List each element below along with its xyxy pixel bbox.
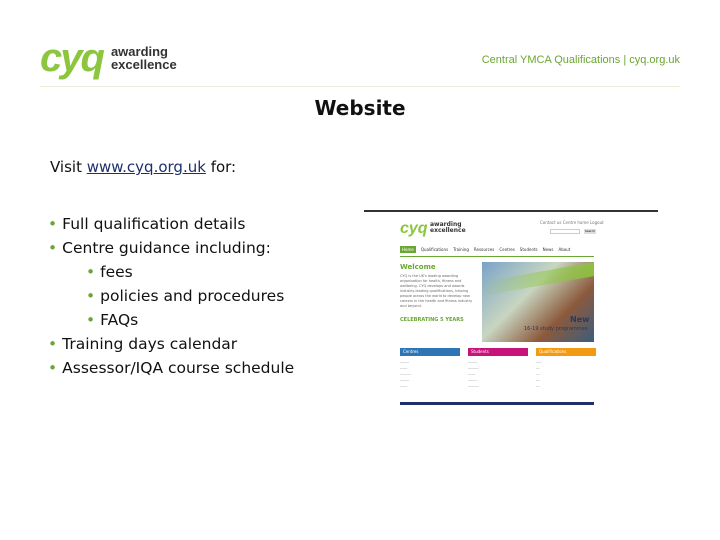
info-bullet-list [48, 212, 294, 380]
sub-bullet-item [48, 260, 294, 284]
thumb-nav [400, 245, 570, 254]
bullet-dot: • [48, 359, 58, 377]
bullet-text: FAQs [100, 311, 139, 329]
thumb-search-input [550, 229, 580, 234]
sub-bullet-item [48, 284, 294, 308]
thumb-nav-item: Home [402, 247, 414, 252]
bullet-dot: • [48, 239, 58, 257]
thumb-tagline-line1: awarding [430, 221, 462, 228]
thumb-qualifications-header: Qualifications [536, 348, 596, 356]
bullet-text: policies and procedures [100, 287, 285, 305]
thumb-nav-item: Centres [499, 247, 515, 252]
bullet-item [48, 356, 294, 380]
thumb-welcome-text: CYQ is the UK's leading awarding organisation for health, fitness and wellbeing. CYQ develops and awards industry-leading qualifications, helping people across the world to develop new careers in the health and fitness industry and beyond. [400, 274, 473, 308]
logo-tagline-line1: awarding [110, 44, 169, 59]
bullet-dot: • [48, 335, 58, 353]
thumb-qualifications-links: ─── ── ── ── ── [536, 361, 542, 389]
thumb-nav-item: Students [519, 247, 538, 252]
thumb-new-label: New [570, 315, 590, 324]
bullet-text: Full qualification details [62, 215, 246, 233]
thumb-logo: cyq [400, 220, 428, 237]
thumb-nav-divider [400, 256, 594, 257]
thumb-nav-item: About [558, 247, 571, 252]
thumb-centres-header: Centres [400, 348, 460, 356]
header-divider [40, 86, 680, 87]
sub-bullet-item [48, 308, 294, 332]
bullet-text: fees [100, 263, 133, 281]
thumb-study-label: 16-19 study programmes [524, 326, 588, 332]
thumb-nav-item: Qualifications [420, 247, 449, 252]
thumb-top-links: Contact us Centre home Logout [540, 220, 604, 225]
visit-suffix: for: [205, 158, 237, 176]
thumb-students-links: ───── ────── ──── ───── ────── [468, 361, 479, 389]
bullet-dot: • [86, 311, 96, 329]
website-link[interactable]: www.cyq.org.uk [86, 158, 206, 176]
thumb-logo-tagline [430, 222, 466, 234]
thumb-nav-item: News [542, 247, 554, 252]
cyq-logo [40, 36, 177, 80]
thumb-students-header: Students [468, 348, 528, 356]
bullet-dot: • [86, 287, 96, 305]
visit-prefix: Visit [50, 158, 87, 176]
bullet-item [48, 212, 294, 236]
logo-tagline [111, 45, 177, 71]
thumb-nav-item: Resources [473, 247, 495, 252]
bullet-text: Centre guidance including: [62, 239, 271, 257]
thumb-celebrating-banner: CELEBRATING 5 YEARS [400, 317, 464, 323]
visit-line [50, 158, 236, 176]
thumb-nav-item: Training [453, 247, 469, 252]
thumb-centres-links: ───── ──── ────── ───── ──── [400, 361, 411, 389]
header-site-name: Central YMCA Qualifications | cyq.org.uk [481, 54, 680, 66]
logo-mark: cyq [40, 36, 103, 80]
bullet-text: Assessor/IQA course schedule [62, 359, 295, 377]
thumb-search-button: Search [584, 229, 596, 233]
bullet-dot: • [48, 215, 58, 233]
thumb-tagline-line2: excellence [430, 227, 466, 234]
thumb-welcome-heading: Welcome [400, 263, 436, 271]
logo-tagline-line2: excellence [110, 57, 177, 72]
thumb-footer-bar [400, 402, 594, 405]
bullet-item [48, 332, 294, 356]
bullet-item [48, 236, 294, 260]
bullet-dot: • [86, 263, 96, 281]
slide-title: Website [314, 96, 406, 120]
bullet-text: Training days calendar [62, 335, 238, 353]
website-screenshot [364, 210, 658, 406]
